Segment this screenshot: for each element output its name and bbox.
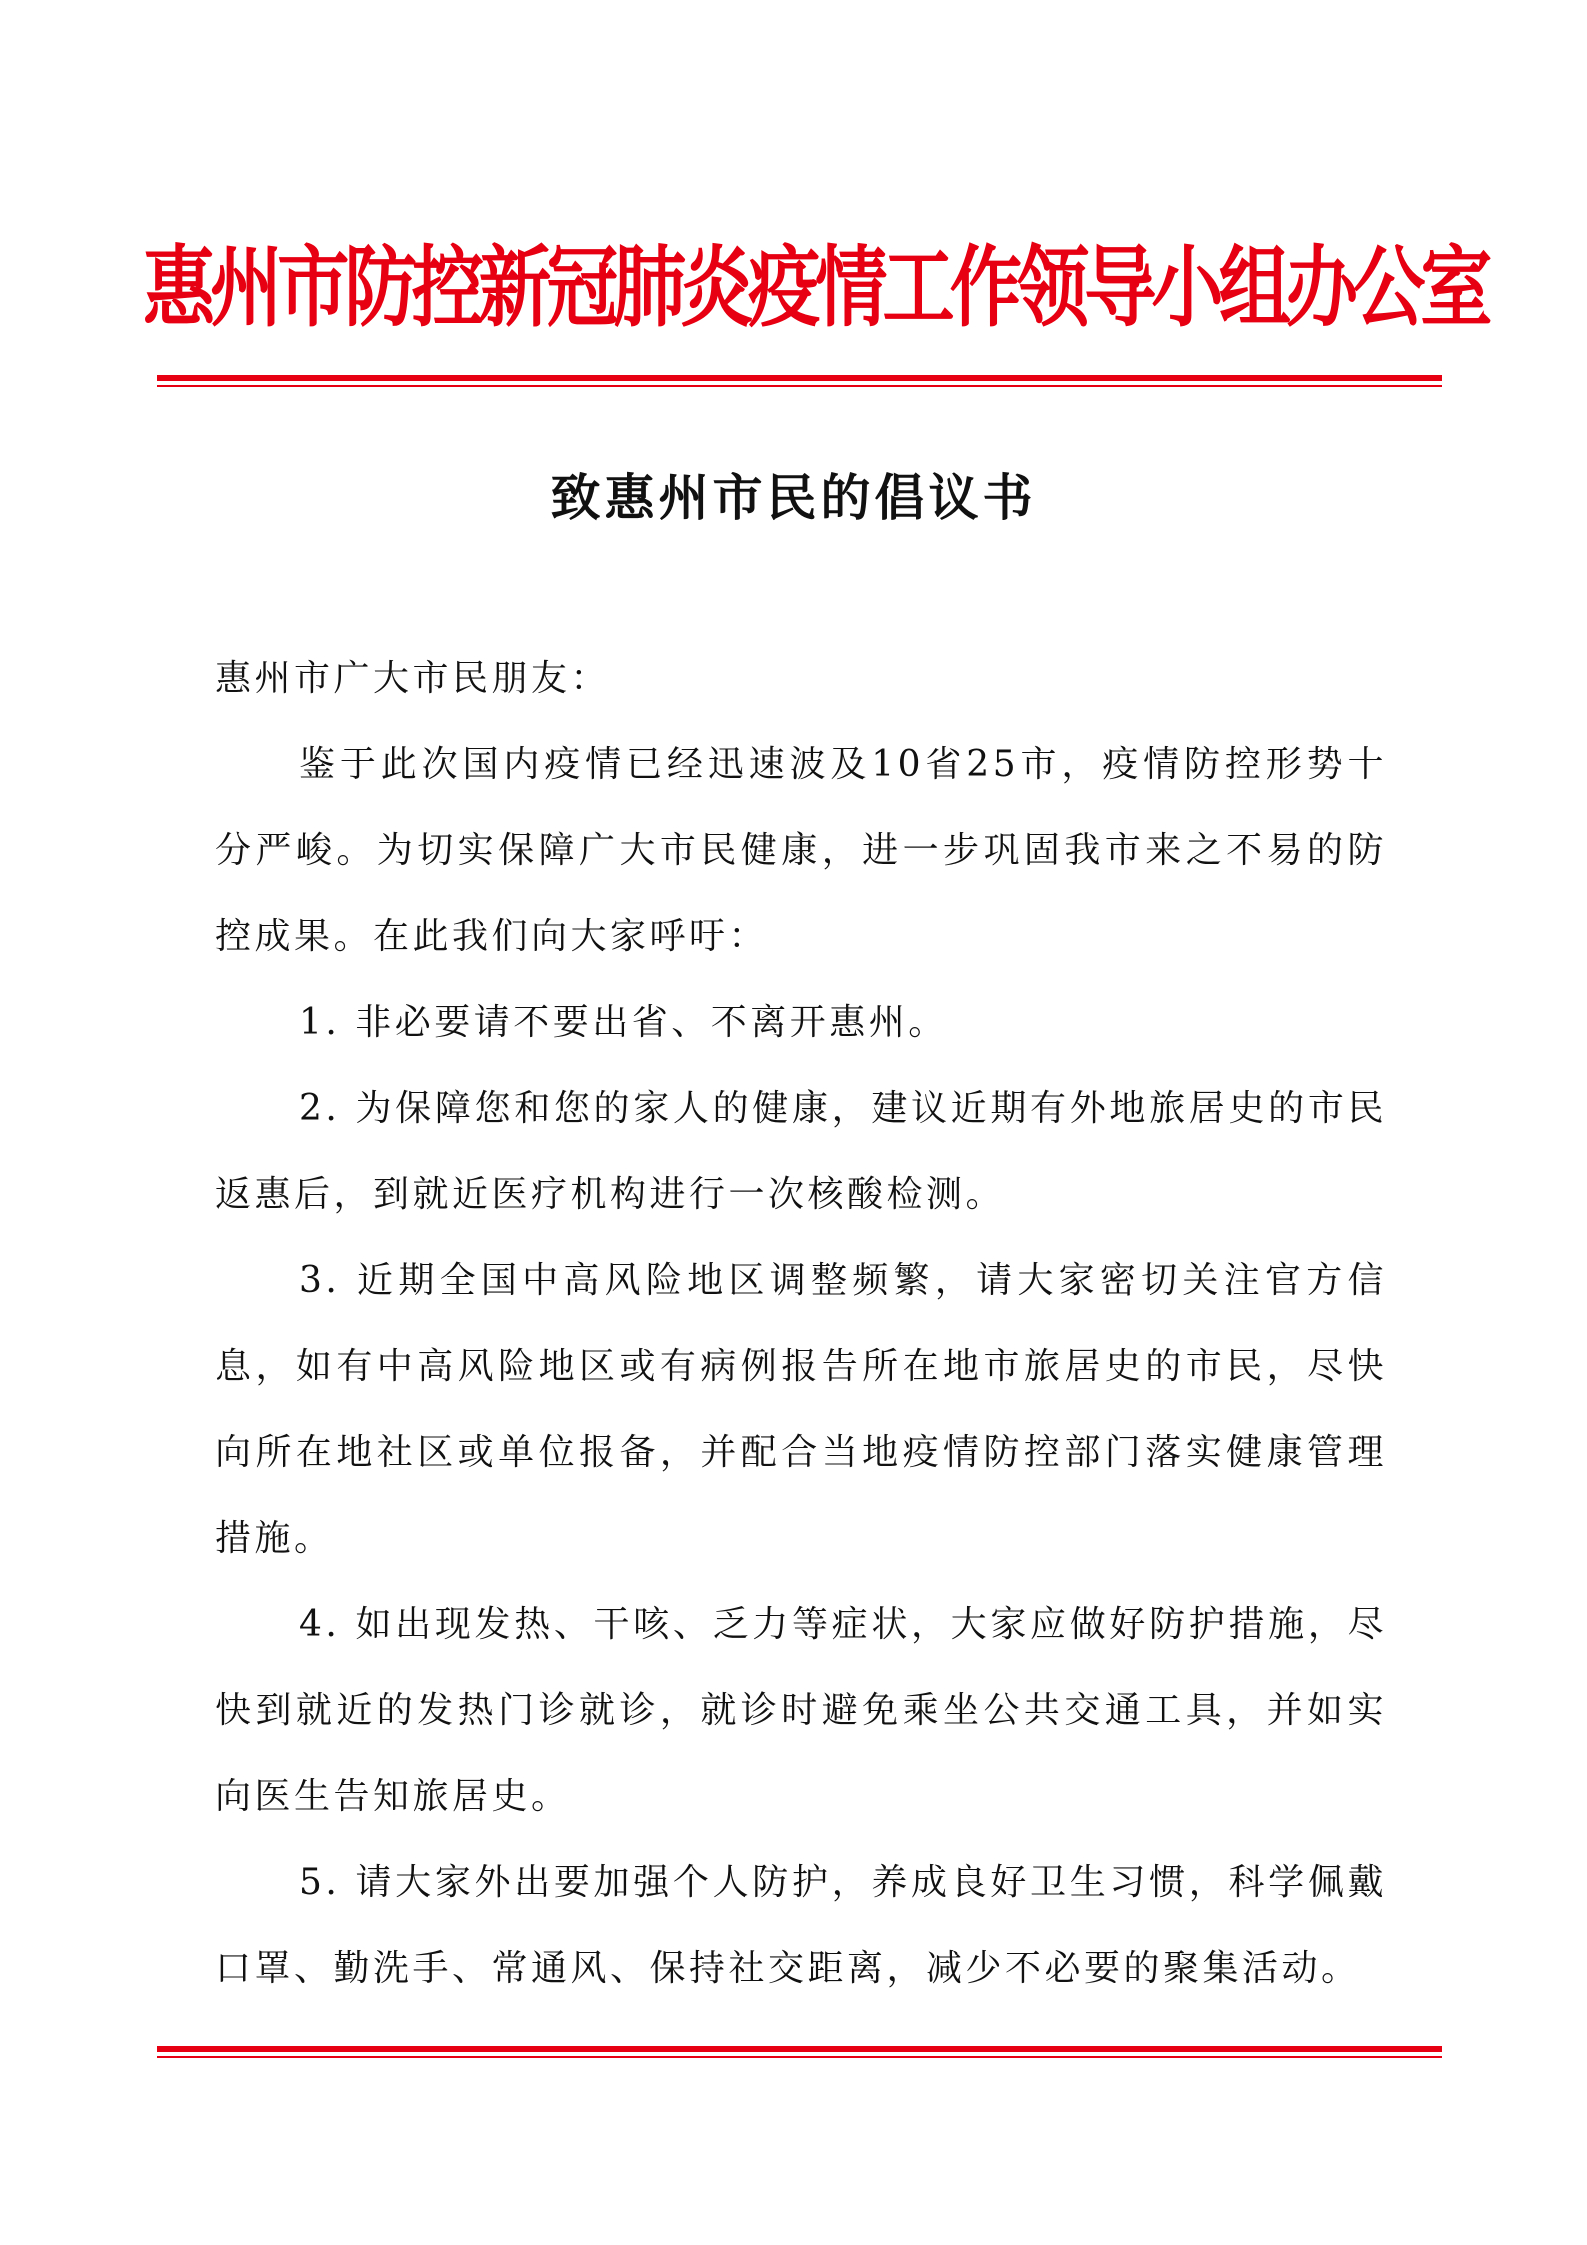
- footer-divider: [157, 2046, 1442, 2058]
- salutation: 惠州市广大市民朋友：: [215, 658, 611, 699]
- list-item: 1. 非必要请不要出省、不离开惠州。: [299, 1002, 948, 1043]
- document-title: 致惠州市民的倡议书: [550, 468, 1037, 527]
- list-item: 2. 为保障您和您的家人的健康，建议近期有外地旅居史的市民返惠后，到就近医疗机构进行一次核酸检测。: [215, 1088, 1387, 1215]
- letterhead-divider: [157, 375, 1442, 387]
- list-item: 4. 如出现发热、干咳、乏力等症状，大家应做好防护措施，尽快到就近的发热门诊就诊，就诊时避免乘坐公共交通工具，并如实向医生告知旅居史。: [215, 1604, 1387, 1817]
- intro-paragraph: 鉴于此次国内疫情已经迅速波及10省25市，疫情防控形势十分严峻。为切实保障广大市民健康，进一步巩固我市来之不易的防控成果。在此我们向大家呼吁：: [215, 744, 1387, 957]
- letterhead-org-name: 惠州市防控新冠肺炎疫情工作领导小组办公室: [142, 236, 1488, 339]
- document-body: [215, 636, 1387, 2012]
- list-item: 5. 请大家外出要加强个人防护，养成良好卫生习惯，科学佩戴口罩、勤洗手、常通风、保持社交距离，减少不必要的聚集活动。: [215, 1862, 1387, 1989]
- list-item: 3. 近期全国中高风险地区调整频繁，请大家密切关注官方信息，如有中高风险地区或有病例报告所在地市旅居史的市民，尽快向所在地社区或单位报备，并配合当地疫情防控部门落实健康管理措施。: [215, 1260, 1387, 1559]
